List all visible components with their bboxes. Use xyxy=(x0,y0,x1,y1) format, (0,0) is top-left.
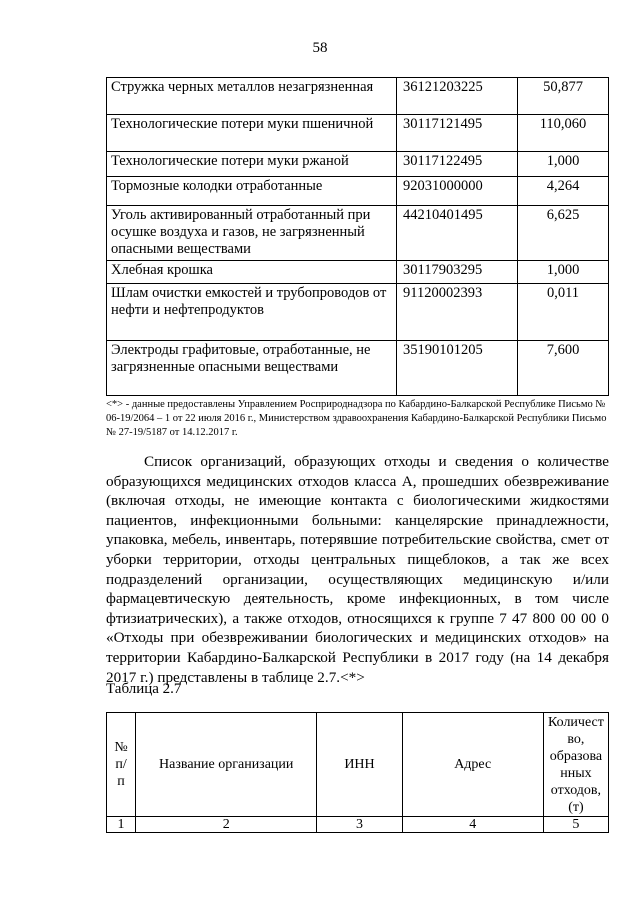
table-row xyxy=(107,78,609,115)
waste-amount: 4,264 xyxy=(518,177,609,206)
header-line: (т) xyxy=(568,799,584,815)
table-caption: Таблица 2.7 xyxy=(106,681,182,697)
waste-code: 35190101205 xyxy=(397,341,518,396)
waste-code: 30117122495 xyxy=(397,152,518,177)
header-inn: ИНН xyxy=(317,713,402,817)
header-line: п xyxy=(117,774,125,789)
waste-name: Стружка черных металлов незагрязненная xyxy=(107,78,397,115)
page-number: 58 xyxy=(312,40,328,56)
paragraph-text: Список организаций, образующих отходы и сведения о количестве образующихся медицинских отходов класса А, прошедших обезвреживание (включая отходы, не имеющие контакта с биологическими жидкостями пациентов, инфекционными больными: канцелярские принадлежности, упаковка, мебель, инвентарь, потерявшие потребительские свойства, смет от уборки территории, отходы центральных пищеблоков, а так же всех подразделений организации, осуществляющих медицинскую и/или фармацевтическую деятельность, кроме инфекционных, в том числе фтизиатрических), а также отходов, относящихся к группе 7 47 800 00 00 0 «Отходы при обезвреживании биологических и медицинских отходов» на территории Кабардино-Балкарской Республики в 2017 году (на 14 декабря 2017 г.) представлены в таблице 2.7.<*> xyxy=(106,453,609,686)
waste-name: Тормозные колодки отработанные xyxy=(107,177,397,206)
waste-amount: 110,060 xyxy=(518,115,609,152)
waste-amount: 50,877 xyxy=(518,78,609,115)
column-number: 2 xyxy=(136,817,317,833)
column-number: 5 xyxy=(543,817,608,833)
organizations-table xyxy=(106,712,609,833)
waste-name: Уголь активированный отработанный при осушке воздуха и газов, не загрязненный опасными веществами xyxy=(107,206,397,261)
table-header-row xyxy=(107,713,609,817)
body-paragraph xyxy=(106,452,609,687)
header-waste-quantity xyxy=(543,713,608,817)
waste-name: Технологические потери муки ржаной xyxy=(107,152,397,177)
waste-code: 30117903295 xyxy=(397,261,518,284)
header-line: нных xyxy=(560,765,592,781)
waste-name: Шлам очистки емкостей и трубопроводов от нефти и нефтепродуктов xyxy=(107,284,397,341)
column-number: 4 xyxy=(402,817,543,833)
waste-code: 44210401495 xyxy=(397,206,518,261)
waste-name: Хлебная крошка xyxy=(107,261,397,284)
waste-amount: 0,011 xyxy=(518,284,609,341)
header-address: Адрес xyxy=(402,713,543,817)
header-line: во, xyxy=(567,731,585,747)
header-line: отходов, xyxy=(550,782,602,798)
header-line: № xyxy=(114,740,128,755)
waste-amount: 1,000 xyxy=(518,261,609,284)
waste-code: 92031000000 xyxy=(397,177,518,206)
header-organization-name: Название организации xyxy=(136,713,317,817)
header-line: Количест xyxy=(547,714,604,730)
waste-amount: 1,000 xyxy=(518,152,609,177)
table-row xyxy=(107,177,609,206)
waste-table xyxy=(106,77,609,396)
column-number: 1 xyxy=(107,817,136,833)
header-line: образова xyxy=(549,748,603,764)
waste-code: 36121203225 xyxy=(397,78,518,115)
waste-code: 91120002393 xyxy=(397,284,518,341)
column-number: 3 xyxy=(317,817,402,833)
table-row xyxy=(107,115,609,152)
table-row xyxy=(107,152,609,177)
waste-amount: 6,625 xyxy=(518,206,609,261)
waste-code: 30117121495 xyxy=(397,115,518,152)
header-line: п/ xyxy=(115,757,127,772)
table-row xyxy=(107,284,609,341)
waste-name: Электроды графитовые, отработанные, не загрязненные опасными веществами xyxy=(107,341,397,396)
waste-amount: 7,600 xyxy=(518,341,609,396)
header-row-number xyxy=(107,713,136,817)
table-row xyxy=(107,261,609,284)
footnote: <*> - данные предоставлены Управлением Росприроднадзора по Кабардино-Балкарской Республике Письмо № 06-19/2064 – 1 от 22 июля 2016 г., Министерством здравоохранения Кабардино-Балкарской Республики Письмо № 27-19/5187 от 14.12.2017 г. xyxy=(106,399,607,438)
column-number-row xyxy=(107,817,609,833)
waste-name: Технологические потери муки пшеничной xyxy=(107,115,397,152)
table-row xyxy=(107,341,609,396)
table-row xyxy=(107,206,609,261)
